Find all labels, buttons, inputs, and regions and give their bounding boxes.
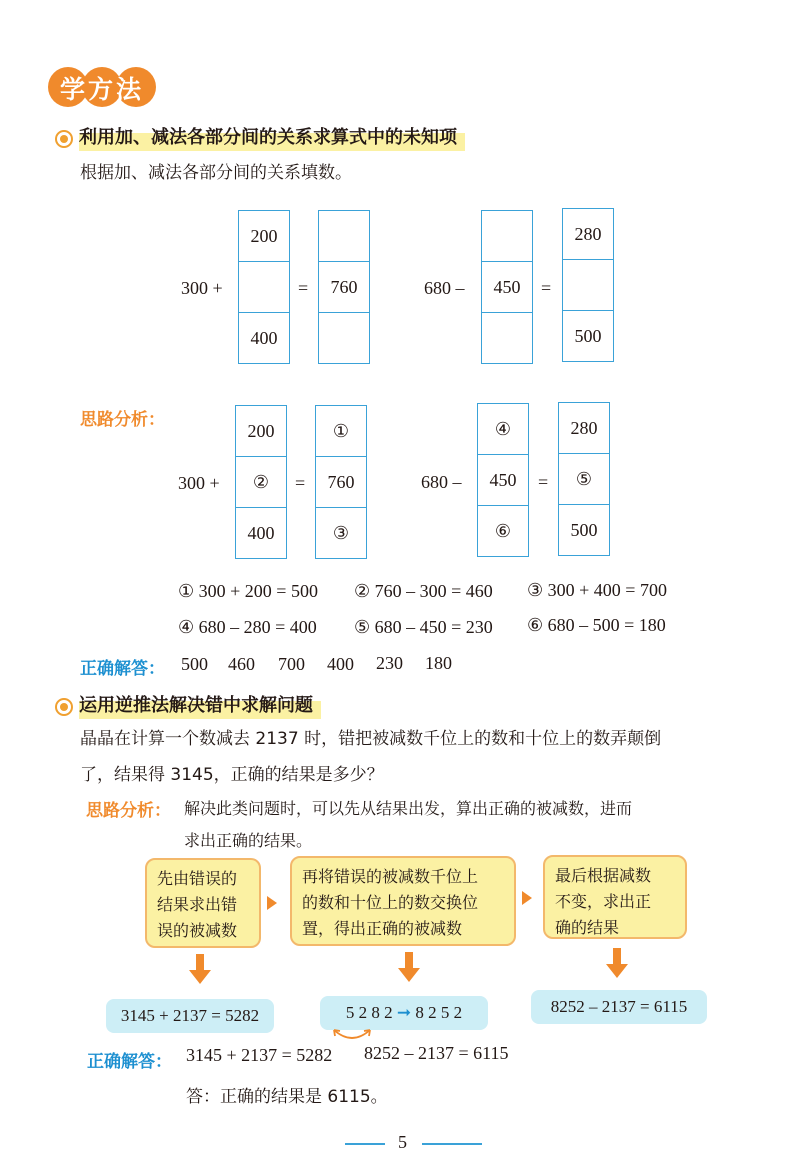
cell	[482, 313, 532, 363]
result-box-2	[320, 996, 488, 1030]
page-number-rule	[422, 1143, 482, 1145]
eq2b-right-column	[558, 402, 610, 556]
answer-label: 正确解答：	[80, 659, 165, 679]
cell: 200	[236, 406, 286, 457]
cell	[319, 313, 369, 363]
arrow-right-icon: ➞	[396, 1003, 412, 1022]
step-eq-3: ③ 300 + 400 = 700	[527, 580, 667, 600]
eq1-left-column	[238, 210, 290, 364]
arrow-right-icon	[522, 891, 532, 905]
arrow-down-icon	[193, 954, 207, 984]
answer-value: 180	[425, 653, 452, 673]
step-eq-4: ④ 680 – 280 = 400	[178, 617, 317, 637]
swap-arc-icon	[330, 1026, 374, 1044]
step-line: 结果求出错	[157, 895, 238, 914]
result-box-1: 3145 + 2137 = 5282	[106, 999, 274, 1033]
step-line: 不变，求出正	[555, 892, 652, 911]
eq2b-prefix: 680 –	[421, 472, 462, 492]
step-line: 先由错误的	[157, 869, 238, 888]
step-eq-2: ② 760 – 300 = 460	[354, 581, 493, 601]
arrow-down-icon	[402, 952, 416, 982]
cell: 400	[247, 522, 275, 543]
section1-heading: 利用加、减法各部分间的关系求算式中的未知项	[55, 124, 465, 152]
eq2b-equals: =	[538, 472, 549, 492]
eq2b-left-column	[477, 403, 529, 557]
answer-value: 460	[228, 654, 255, 674]
analysis-label: 思路分析：	[80, 410, 165, 430]
page-title: 学方法	[59, 75, 144, 104]
correct-minuend: 8 2 5 2	[415, 1003, 463, 1022]
cell: ⑥	[494, 520, 512, 541]
cell	[319, 211, 369, 262]
analysis-line-2: 求出正确的结果。	[184, 831, 313, 850]
eq1b-equals: =	[295, 473, 306, 493]
answer-value: 700	[278, 654, 305, 674]
cell: 450	[482, 262, 532, 313]
step-eq-6: ⑥ 680 – 500 = 180	[527, 615, 666, 635]
answer-label-2: 正确解答：	[87, 1052, 172, 1072]
eq1-equals: =	[298, 278, 309, 298]
flow-step-1	[145, 858, 261, 948]
page-number-rule	[345, 1143, 385, 1145]
eq2-equals: =	[541, 278, 552, 298]
cell: ①	[316, 406, 366, 457]
section2-heading: 运用逆推法解决错中求解问题	[55, 692, 321, 720]
step-line: 最后根据减数	[555, 866, 652, 885]
wrong-minuend: 5 2 8 2	[345, 1003, 393, 1022]
eq1-prefix: 300 +	[181, 278, 223, 298]
eq1b-right-column	[315, 405, 367, 559]
page-number: 5	[398, 1132, 407, 1152]
section-title-badge	[48, 67, 156, 109]
eq1b-left-column	[235, 405, 287, 559]
cell: 200	[239, 211, 289, 262]
problem-line-2: 了，结果得 3145，正确的结果是多少？	[80, 765, 384, 785]
arrow-right-icon	[267, 896, 277, 910]
eq2-left-column	[481, 210, 533, 364]
flow-step-3	[543, 855, 687, 939]
bullet-icon	[55, 698, 73, 716]
step-line: 确的结果	[555, 918, 620, 937]
cell: ④	[478, 404, 528, 455]
cell: ③	[332, 522, 350, 543]
final-answer: 答：正确的结果是 6115。	[186, 1087, 388, 1107]
eq2-prefix: 680 –	[424, 278, 465, 298]
cell	[482, 211, 532, 262]
answer-calc-2: 8252 – 2137 = 6115	[364, 1043, 509, 1063]
step-line: 误的被减数	[157, 921, 238, 940]
result-box-3: 8252 – 2137 = 6115	[531, 990, 707, 1024]
step-eq-1: ① 300 + 200 = 500	[178, 581, 318, 601]
eq2-right-column	[562, 208, 614, 362]
cell: 500	[570, 519, 598, 540]
eq1-right-column	[318, 210, 370, 364]
problem-line-1: 晶晶在计算一个数减去 2137 时，错把被减数千位上的数和十位上的数弄颠倒	[80, 729, 662, 749]
cell	[563, 260, 613, 311]
step-line: 再将错误的被减数千位上	[302, 867, 479, 886]
answer-calc-1: 3145 + 2137 = 5282	[186, 1045, 333, 1065]
step-line: 的数和十位上的数交换位	[302, 893, 479, 912]
instruction-text: 根据加、减法各部分间的关系填数。	[80, 163, 352, 183]
answer-value: 230	[376, 653, 403, 673]
cell	[239, 262, 289, 313]
bullet-icon	[55, 130, 73, 148]
step-eq-5: ⑤ 680 – 450 = 230	[354, 617, 493, 637]
cell: 450	[478, 455, 528, 506]
arrow-down-icon	[610, 948, 624, 978]
answer-value: 500	[181, 654, 208, 674]
eq1b-prefix: 300 +	[178, 473, 220, 493]
answer-value: 400	[327, 654, 354, 674]
step-line: 置，得出正确的被减数	[302, 919, 463, 938]
cell: 500	[574, 325, 602, 346]
flow-step-2	[290, 856, 516, 946]
cell: 400	[250, 327, 278, 348]
cell: ⑤	[559, 454, 609, 505]
cell: 280	[559, 403, 609, 454]
cell: 760	[319, 262, 369, 313]
analysis-line-1: 解决此类问题时，可以先从结果出发，算出正确的被减数，进而	[184, 799, 633, 818]
cell: ②	[236, 457, 286, 508]
analysis-label-2: 思路分析：	[86, 801, 171, 821]
cell: 280	[563, 209, 613, 260]
cell: 760	[316, 457, 366, 508]
